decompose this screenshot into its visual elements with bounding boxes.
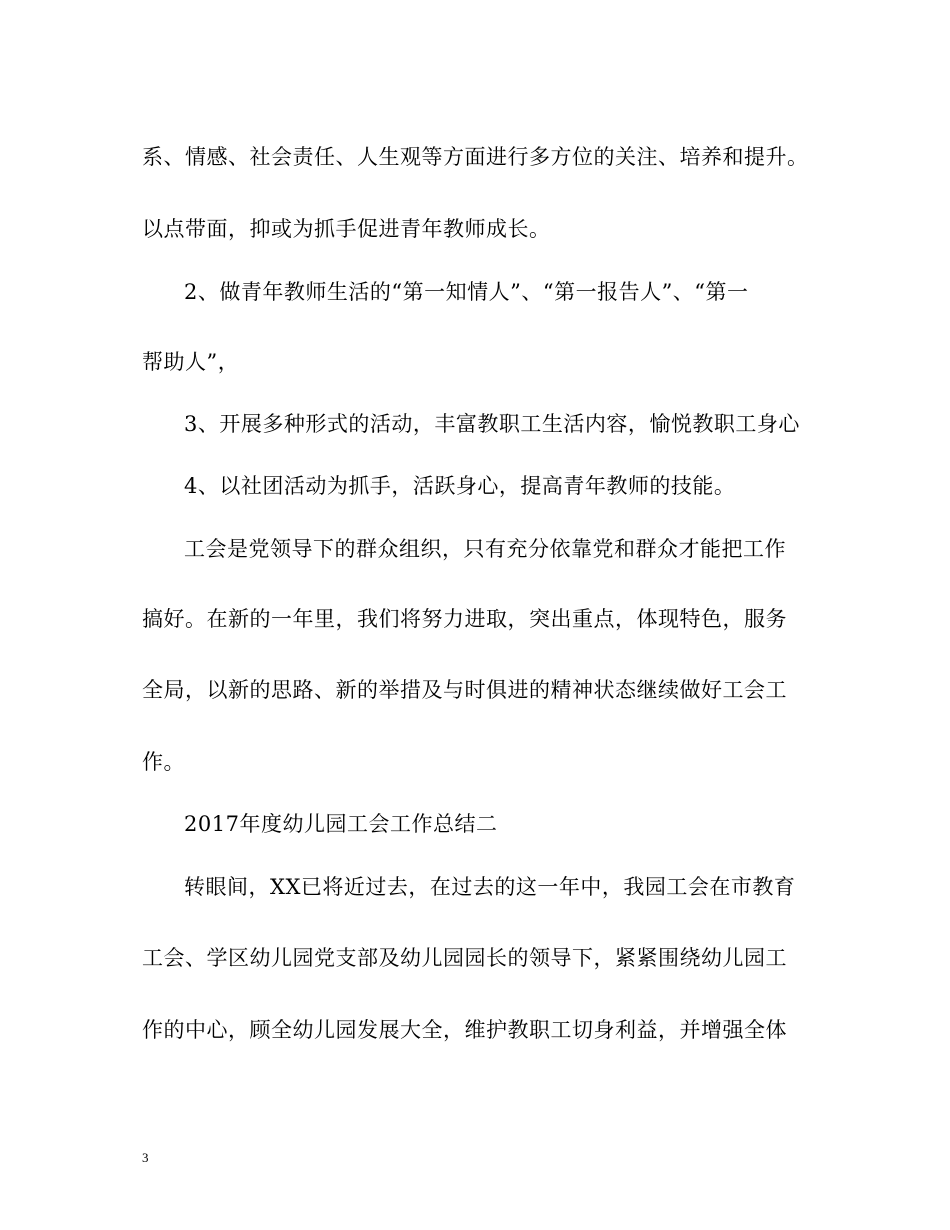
text-line: 系、情感、社会责任、人生观等方面进行多方位的关注、培养和提升。 <box>142 145 809 169</box>
paragraph-start: 转眼间，XX已将近过去，在过去的这一年中，我园工会在市教育 <box>184 875 796 899</box>
list-item-4: 4、以社团活动为抓手，活跃身心，提高青年教师的技能。 <box>184 474 736 498</box>
text-line: 作的中心，顾全幼儿园发展大全，维护教职工切身利益，并增强全体 <box>142 1018 787 1042</box>
text-line: 全局，以新的思路、新的举措及与时俱进的精神状态继续做好工会工 <box>142 678 787 702</box>
section-heading: 2017年度幼儿园工会工作总结二 <box>184 812 498 836</box>
paragraph-start: 工会是党领导下的群众组织，只有充分依靠党和群众才能把工作 <box>184 537 786 561</box>
text-line: 作。 <box>142 750 185 774</box>
page-number: 3 <box>142 1150 149 1165</box>
text-line: 帮助人”， <box>142 350 240 374</box>
text-line: 搞好。在新的一年里，我们将努力进取，突出重点，体现特色，服务 <box>142 607 787 631</box>
text-line: 工会、学区幼儿园党支部及幼儿园园长的领导下，紧紧围绕幼儿园工 <box>142 946 787 970</box>
text-line: 以点带面，抑或为抓手促进青年教师成长。 <box>142 217 551 241</box>
list-item-2: 2、做青年教师生活的“第一知情人”、“第一报告人”、“第一 <box>184 280 749 304</box>
list-item-3: 3、开展多种形式的活动，丰富教职工生活内容，愉悦教职工身心 <box>184 412 800 436</box>
